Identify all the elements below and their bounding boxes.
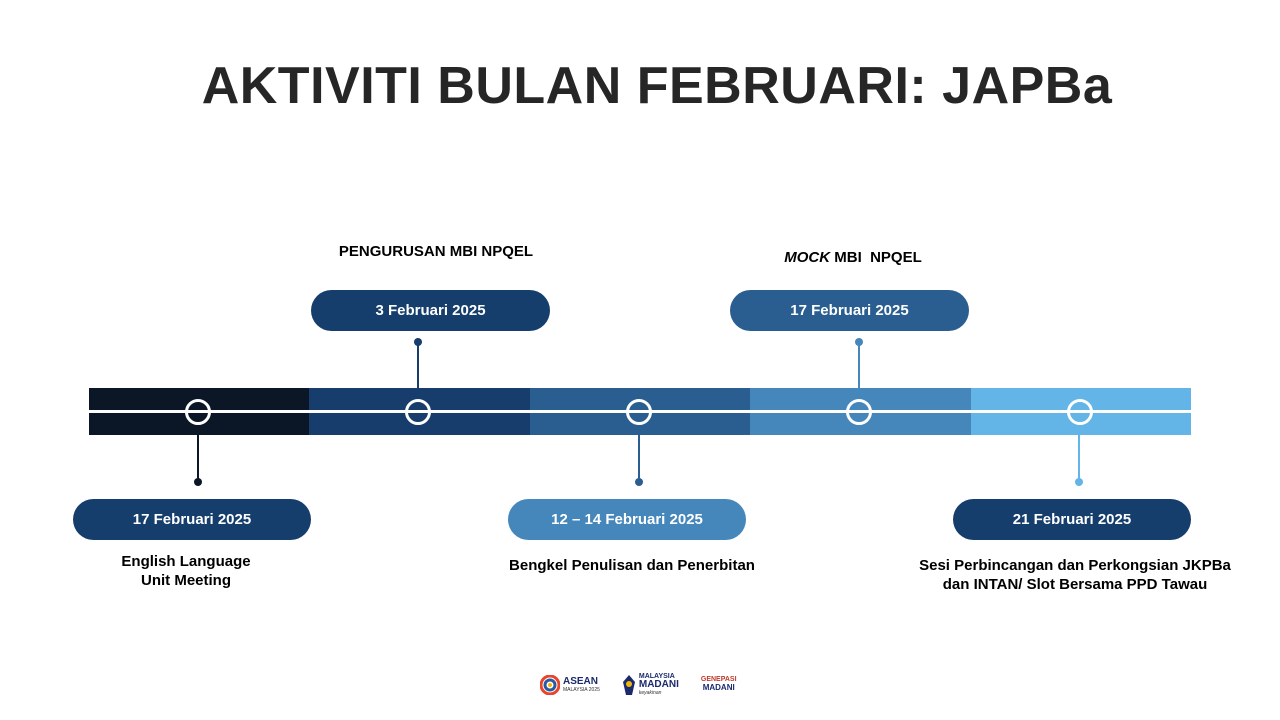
connector-1 — [197, 435, 199, 481]
connector-dot-3 — [635, 478, 643, 486]
connector-dot-5 — [1075, 478, 1083, 486]
event-1-label-line-1: English Language — [121, 553, 251, 570]
asean-emblem-icon — [540, 675, 560, 695]
connector-5 — [1078, 435, 1080, 481]
event-2-date: 3 Februari 2025 — [311, 290, 550, 331]
event-5-label-line-1: Sesi Perbincangan dan Perkongsian JKPBa — [919, 557, 1231, 574]
timeline-node-5 — [1067, 399, 1093, 425]
timeline-node-2 — [405, 399, 431, 425]
event-3-label: Bengkel Penulisan dan Penerbitan — [509, 557, 755, 574]
connector-dot-1 — [194, 478, 202, 486]
event-4-date: 17 Februari 2025 — [730, 290, 969, 331]
asean-logo-sub: MALAYSIA 2025 — [563, 687, 600, 693]
event-3-date: 12 – 14 Februari 2025 — [508, 499, 746, 540]
event-1-label-line-2: Unit Meeting — [141, 572, 231, 589]
connector-2 — [417, 344, 419, 388]
timeline-node-4 — [846, 399, 872, 425]
asean-logo — [540, 675, 600, 695]
event-1-date: 17 Februari 2025 — [73, 499, 311, 540]
genepasi-logo-line-1: GENEPASI — [700, 676, 737, 683]
madani-logo-line-2: MADANI — [638, 679, 679, 690]
timeline-node-3 — [626, 399, 652, 425]
malaysia-madani-logo — [622, 674, 679, 696]
footer-logos — [540, 674, 737, 696]
madani-logo-line-1: MALAYSIA — [638, 673, 675, 680]
genepasi-logo-line-2: MADANI — [702, 683, 735, 692]
event-5-label-line-2: dan INTAN/ Slot Bersama PPD Tawau — [942, 576, 1208, 593]
connector-dot-4 — [855, 338, 863, 346]
madani-emblem-icon — [622, 674, 636, 696]
event-5-date: 21 Februari 2025 — [953, 499, 1191, 540]
event-1-label — [76, 552, 296, 590]
madani-logo-line-3: keyakinan — [638, 690, 662, 696]
event-2-label: PENGURUSAN MBI NPQEL — [338, 243, 534, 260]
event-5-label — [900, 556, 1250, 594]
asean-logo-text: ASEAN — [563, 676, 599, 687]
event-4-label-rest: MBI NPQEL — [830, 249, 922, 266]
connector-dot-2 — [414, 338, 422, 346]
page-title: AKTIVITI BULAN FEBRUARI: JAPBa — [201, 57, 1113, 115]
genepasi-madani-logo — [701, 677, 737, 693]
timeline-node-1 — [185, 399, 211, 425]
connector-3 — [638, 435, 640, 481]
event-4-label — [728, 248, 978, 267]
event-4-label-italic: MOCK — [784, 249, 831, 266]
connector-4 — [858, 344, 860, 388]
